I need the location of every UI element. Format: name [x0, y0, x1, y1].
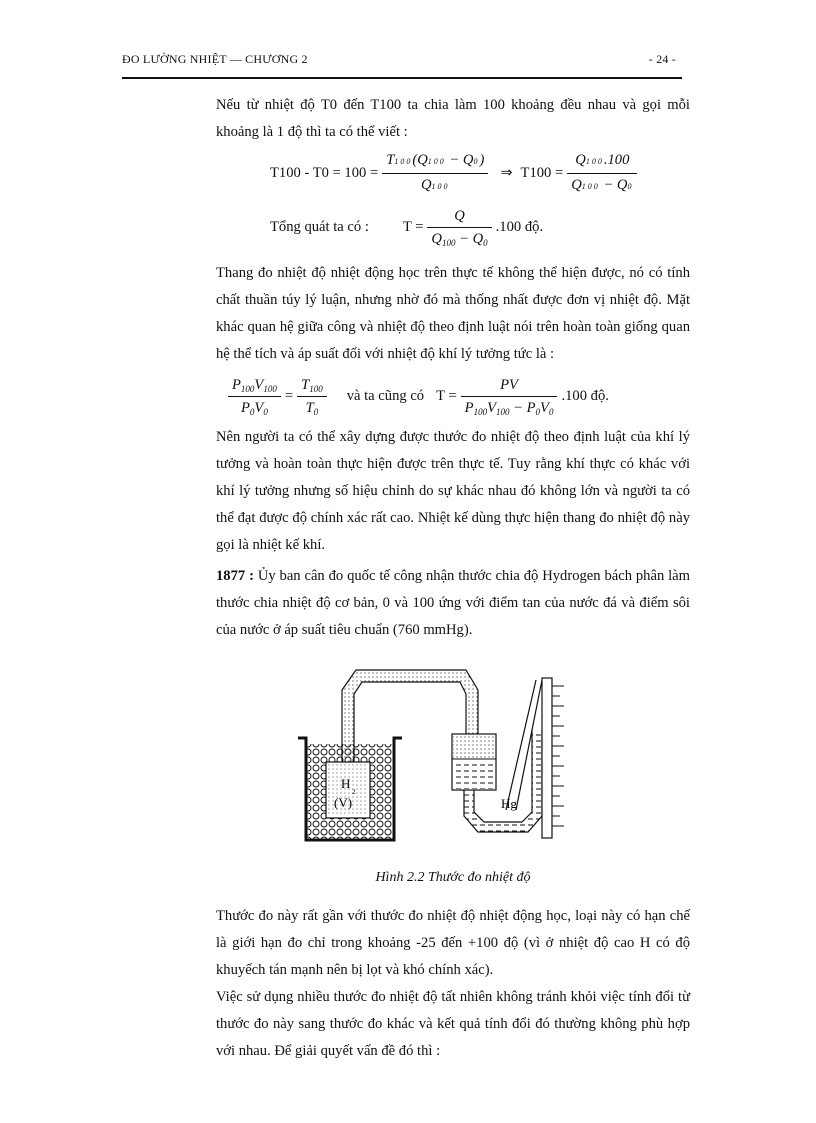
- eq1-rhs-fraction: $\frac{Q100.100}{Q100 - Q0}$: [567, 149, 637, 198]
- main-content-lower: [216, 903, 690, 1065]
- header-rule: [122, 77, 682, 79]
- gas-subscript: 2: [352, 788, 356, 796]
- paragraph-conversion: Việc sử dụng nhiều thước đo nhiệt độ tất nhiên không tránh khỏi việc tính đổi từ thước đo này sang thước đo khác và kết quả tính đổi đó thường không phù hợp với nhau. Để giải quyết vấn đề đó thì :: [216, 989, 690, 1059]
- eq3-ratio-right: $\frac{T_{100}}{T_0}$: [297, 374, 327, 419]
- chapter-title: ĐO LƯỜNG NHIỆT — CHƯƠNG 2: [122, 52, 308, 66]
- eq2-lhs: T =: [402, 218, 424, 235]
- measuring-scale: [542, 678, 552, 838]
- eq3-tail: .100 độ.: [561, 387, 609, 404]
- eq2-tail: .100 độ.: [495, 218, 544, 235]
- eq3-lhs: T =: [436, 387, 457, 404]
- paragraph-1877-text: Ủy ban cân đo quốc tế công nhận thước chia độ Hydrogen bách phân làm thước chia nhiệt độ cơ bản, 0 và 100 ứng với điểm tan của nước đá và điểm sôi của nước ở áp suất tiêu chuẩn (760 mmHg).: [216, 568, 690, 638]
- eq1-arrow: ⇒: [500, 164, 513, 181]
- paragraph-hydrogen-limit: Thước đo này rất gần với thước đo nhiệt độ nhiệt động học, loại này có hạn chế là giới hạn đo chỉ trong khoảng -25 đến +100 độ (vì ở nhiệt độ cao H có độ khuyếch tán mạnh nên bị lọt và khó chính xác).: [216, 908, 690, 978]
- eq3-fraction: $\frac{PV}{P_{100}V_{100} - P_0V_0}$: [461, 374, 558, 419]
- eq2-label: Tổng quát ta có :: [270, 218, 369, 235]
- paragraph-intro: Nếu từ nhiệt độ T0 đến T100 ta chia làm 100 khoảng đều nhau và gọi mỗi khoảng là 1 độ thì ta có thể viết :: [216, 97, 690, 140]
- paragraph-thermodynamic: Thang đo nhiệt độ nhiệt động học trên thực tế không thể hiện được, nó có tính chất thuần túy lý luận, nhưng nhờ đó mà thống nhất được đơn vị nhiệt độ. Mặt khác quan hệ giữa công và nhiệt độ theo định luật nói trên hoàn toàn giống quan hệ thể tích và áp suất đối với nhiệt độ khí lý tưởng tức là :: [216, 265, 690, 362]
- main-content: [216, 92, 690, 644]
- eq2-fraction: $\frac{Q}{Q_{100} - Q_0}$: [427, 205, 491, 250]
- paragraph-gas-thermometer: Nên người ta có thể xây dựng được thước đo nhiệt độ theo định luật của khí lý tưởng và hoàn toàn thực hiện được trên thực tế. Tuy rằng khí thực có khác với khí lý tưởng nhưng số hiệu chỉnh do sự khác nhau đó không lớn và người ta có thể đạt được độ chính xác rất cao. Nhiệt kế dùng thực hiện thang đo nhiệt độ này gọi là nhiệt kế khí.: [216, 429, 690, 553]
- year-1877: 1877 :: [216, 568, 254, 584]
- scale-ticks: [552, 686, 564, 826]
- eq3-ratio-left: $\frac{P_{100}V_{100}}{P_0V_0}$: [228, 374, 281, 419]
- eq1-rhs-prefix: T100 =: [520, 164, 564, 181]
- gas-label: H: [341, 776, 351, 791]
- gas-thermometer-figure: [296, 660, 586, 850]
- eq1-lhs: T100 - T0 = 100 =: [270, 164, 379, 181]
- equation-2: [270, 200, 690, 254]
- eq1-fraction: $\frac{T100(Q100 - Q0)}{Q100}$: [382, 149, 488, 198]
- equation-3: $\frac{P_{100}V_{100}}{P_0V_0}$ = $\frac{T_{100}}{T_0}$ và ta cũng có T = $\frac{PV}{P_{100}V_{100} - P_0V_0}$ .100 độ.: [224, 368, 690, 424]
- paragraph-1877: [216, 563, 690, 644]
- equation-1: [270, 146, 690, 200]
- mercury-label: Hg: [501, 796, 517, 811]
- page-number: - 24 -: [648, 52, 676, 66]
- eq3-mid: và ta cũng có: [346, 387, 425, 404]
- figure-caption: Hình 2.2 Thước đo nhiệt độ: [375, 870, 531, 885]
- volume-label: (V): [334, 795, 353, 810]
